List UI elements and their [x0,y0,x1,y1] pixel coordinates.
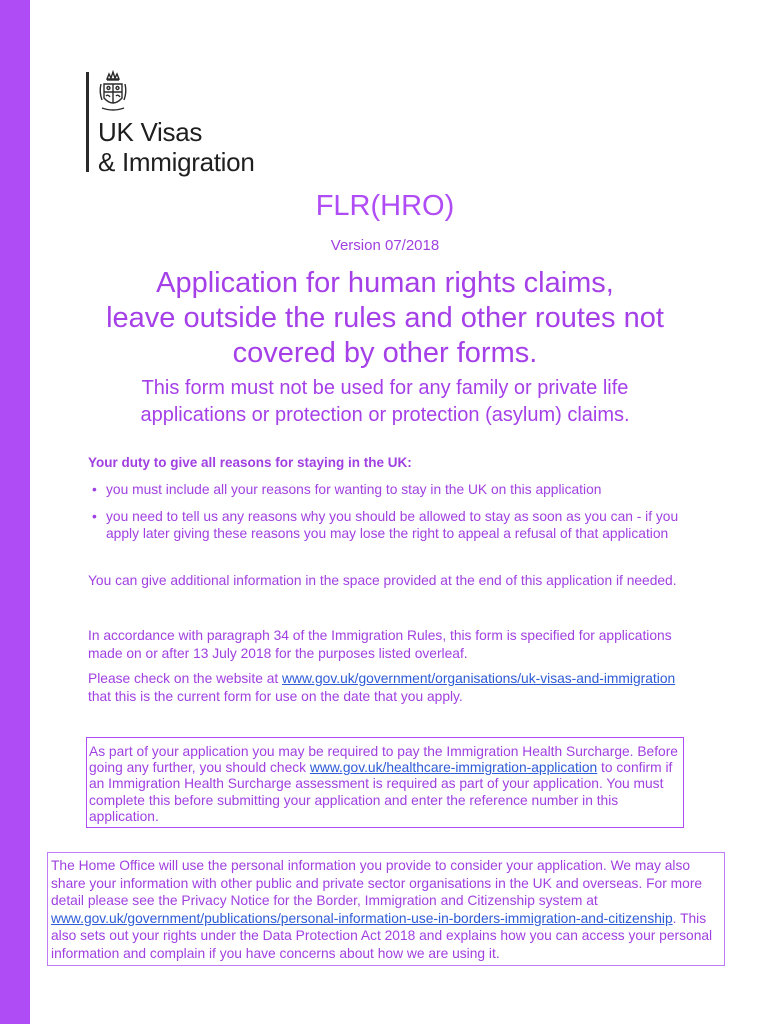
check-text-before: Please check on the website at [88,671,283,686]
page-subtitle [70,375,700,429]
form-code: FLR(HRO) [315,190,455,222]
privacy-text-before: The Home Office will use the personal information you provide to consider your application. We may also share your information with other public and private sector organisations in the UK and overseas. For more detail please see the Privacy Notice for the Border, Immigration and Citizenship system at [51,858,703,908]
privacy-text-after: . This also sets out your rights under the Data Protection Act 2018 and explains how you can access your personal information and complain if you have concerns about how we are using it. [51,910,713,961]
check-text-after: that this is the current form for use on the date that you apply. [88,688,463,704]
logo-wordmark [98,117,254,177]
ukvi-website-link[interactable]: www.gov.uk/government/organisations/uk-visas-and-immigration [282,671,676,686]
title-line: Application for human rights claims, [156,267,614,299]
royal-crest-icon [98,70,128,114]
left-color-band [0,0,30,1024]
accordance-text: In accordance with paragraph 34 of the Immigration Rules, this form is specified for applications made on or after 13 July 2018 for the purposes listed overleaf. [88,628,672,661]
check-website-text [88,670,688,705]
subtitle-line: applications or protection or protection (asylum) claims. [140,404,630,426]
bullet-text: you need to tell us any reasons why you should be allowed to stay as soon as you can - if you apply later giving these reasons you may lose the right to appeal a refusal of that application [106,508,679,541]
list-item [92,508,692,543]
list-item [92,481,692,499]
surcharge-text-before: As part of your application you may be required to pay the Immigration Health Surcharge. Before going any further, you should check [89,744,678,776]
logo-line-1: UK Visas [98,117,203,147]
healthcare-surcharge-link[interactable]: www.gov.uk/healthcare-immigration-application [309,760,598,776]
title-line: leave outside the rules and other routes not [106,302,664,334]
subtitle-line: This form must not be used for any family or private life [141,377,629,399]
title-line: covered by other forms. [232,337,538,369]
health-surcharge-notice [86,737,684,828]
logo-divider-bar [86,72,89,172]
additional-info-text: You can give additional information in the space provided at the end of this application if needed. [88,573,677,588]
page-title [60,266,710,371]
bullet-icon: • [92,482,97,497]
privacy-notice [47,852,725,966]
form-version: Version 07/2018 [330,237,440,254]
privacy-notice-link[interactable]: www.gov.uk/government/publications/personal-information-use-in-borders-immigration-and-citizenship [51,910,673,926]
bullet-icon: • [92,508,97,524]
duty-bullet-list [92,481,692,552]
duty-heading: Your duty to give all reasons for staying in the UK: [88,455,412,470]
logo-line-2: & Immigration [98,147,255,177]
bullet-text: you must include all your reasons for wanting to stay in the UK on this application [106,482,602,497]
surcharge-text-after: to confirm if an Immigration Health Surcharge assessment is required as part of your application. You must complete this before submitting your application and enter the reference number in this application. [89,760,673,824]
